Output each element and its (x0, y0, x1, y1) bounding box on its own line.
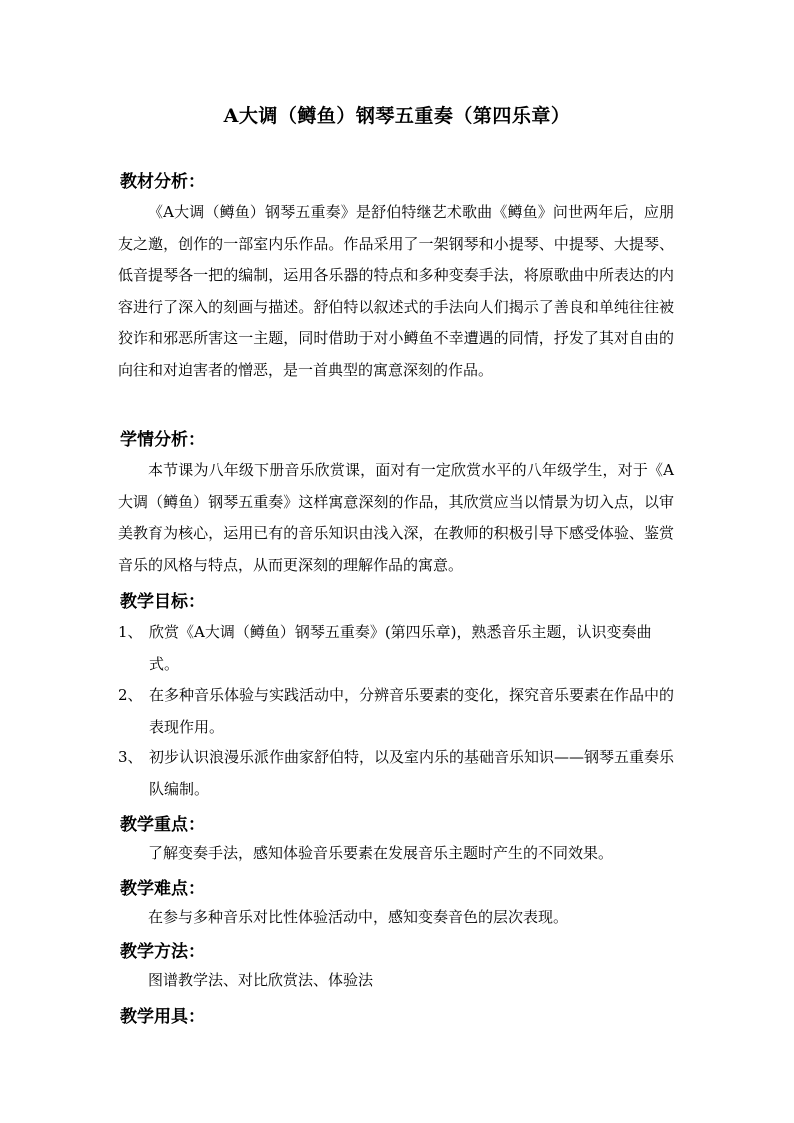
heading-difficulties: 教学难点： (120, 879, 205, 899)
heading-teaching-methods: 教学方法： (120, 942, 205, 962)
goal-text: 欣赏《A大调（鳟鱼）钢琴五重奏》(第四乐章)，熟悉音乐主题，认识变奏曲式。 (149, 623, 652, 673)
paragraph-material-analysis: 《A大调（鳟鱼）钢琴五重奏》是舒伯特继艺术歌曲《鳟鱼》问世两年后，应朋友之邀，创作的一部室内乐作品。作品采用了一架钢琴和小提琴、中提琴、大提琴、低音提琴各一把的编制，运用各乐器的特点和多种变奏手法，将原歌曲中所表达的内容进行了深入的刻画与描述。舒伯特以叙述式的手法向人们揭示了善良和单纯往往被狡诈和邪恶所害这一主题，同时借助于对小鳟鱼不幸遭遇的同情，抒发了其对自由的向往和对迫害者的憎恶，是一首典型的寓意深刻的作品。 (118, 203, 674, 379)
goal-number: 1、 (118, 623, 143, 641)
paragraph-key-points: 了解变奏手法，感知体验音乐要素在发展音乐主题时产生的不同效果。 (148, 844, 614, 862)
goal-number: 3、 (118, 748, 143, 766)
heading-material-analysis: 教材分析： (120, 172, 205, 192)
heading-teaching-tools: 教学用具： (120, 1007, 205, 1027)
paragraph-difficulties: 在参与多种音乐对比性体验活动中，感知变奏音色的层次表现。 (148, 908, 569, 926)
goal-text: 在多种音乐体验与实践活动中，分辨音乐要素的变化，探究音乐要素在作品中的表现作用。 (149, 686, 675, 736)
paragraph-student-analysis: 本节课为八年级下册音乐欣赏课，面对有一定欣赏水平的八年级学生，对于《A大调（鳟鱼）钢琴五重奏》这样寓意深刻的作品，其欣赏应当以情景为切入点，以审美教育为核心，运用已有的音乐知识由浅入深，在教师的积极引导下感受体验、鉴赏音乐的风格与特点，从而更深刻的理解作品的寓意。 (118, 461, 674, 574)
heading-key-points: 教学重点： (120, 815, 205, 835)
paragraph-teaching-methods: 图谱教学法、对比欣赏法、体验法 (148, 971, 374, 989)
goal-text: 初步认识浪漫乐派作曲家舒伯特，以及室内乐的基础音乐知识——钢琴五重奏乐队编制。 (149, 748, 675, 798)
heading-teaching-goals: 教学目标： (120, 592, 205, 612)
goal-number: 2、 (118, 686, 143, 704)
goal-item (118, 617, 674, 680)
heading-student-analysis: 学情分析： (120, 430, 205, 450)
document-title: A大调（鳟鱼）钢琴五重奏（第四乐章） (223, 105, 571, 127)
goal-item (118, 742, 674, 805)
goal-item (118, 680, 674, 743)
